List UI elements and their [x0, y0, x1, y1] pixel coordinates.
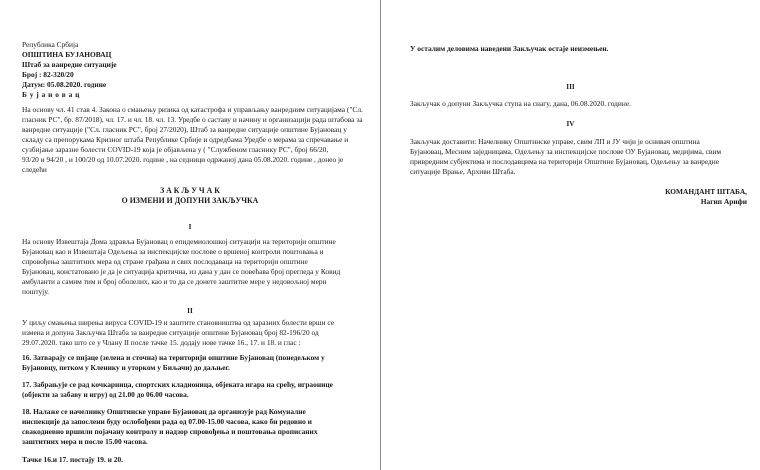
renumber-note: Тачке 16.и 17. постају 19. и 20. [22, 455, 124, 464]
delivery-line: ситуације Врање, Архиви Штаба. [410, 167, 516, 176]
header-municipality: ОПШТИНА БУЈАНОВАЦ [22, 50, 112, 59]
document-subtitle: О ИЗМЕНИ И ДОПУНИ ЗАКЉУЧКА [121, 196, 259, 205]
preamble-line: 93/20 и 94/20 , и 100/20 од 10.07.2020. године , на седници одржаној дана 05.08.2020. године , донео је [22, 155, 344, 164]
document-page-right [381, 0, 760, 470]
section-1-line: амбуланти а самим тим и број оболелих, као и то да се донете заштитне мере у недовољној мери [22, 277, 327, 286]
item-17-line: 17. Забрањује се рад кочкарница, спортских кладионица, објеката игара на срећу, играонице [22, 380, 333, 389]
item-16-line: 16. Затварају се пијаце (зелена и сточна) на територији општине Бујановац (понедељком у [22, 353, 325, 362]
item-17-line: (објекти за забаву и игру) од 21.00 до 06.00 часова. [22, 390, 189, 399]
delivery-line: привредним субјектима и послодавцима на територији Општине Бујановац, Одељењу за ванредне [410, 157, 720, 166]
item-18-line: свакодневно вршили појачану контролу и надзор спровођења и поштовања прописаних [22, 427, 318, 436]
commander-title: КОМАНДАНТ ШТАБА, [665, 187, 747, 196]
section-1-line: На основу Извештаја Дома здравља Бујановац о епидемиолошкој ситуацији на територији општине [22, 237, 336, 246]
header-republic: Република Србија [22, 40, 79, 49]
section-1-line: спровођења заштитних мера од стране грађана и свих послодаваца на територији општине [22, 257, 308, 266]
header-date: Датум: 05.08.2020. године [22, 80, 107, 89]
preamble-line: следећи [22, 165, 47, 174]
item-18-line: заштитних мера и после 15.00 часова. [22, 437, 148, 446]
item-18-line: 18. Налаже се начелнику Општинске управе Бујановац да организује рад Комуналне [22, 407, 306, 416]
header-number: Број : 82-320/20 [22, 70, 74, 79]
section-2-numeral: II [187, 307, 193, 315]
preamble-line: ванредне ситуације ("Сл. гласник РС", број 27/2020), Штаб за ванредне ситуације општине Бујановац у [22, 125, 347, 134]
section-2-line: измена и допуна Закључка Штаба за ванредне ситуације општине Бујановац број 82-196/20 од [22, 328, 319, 337]
section-2-line: У циљу смањења ширења вируса COVID-19 и заштите становништва од заразних болести врши се [22, 318, 335, 327]
delivery-line: Закључак доставити: Начелнику Општинске управе, свим ЛП и ЈУ чији је оснивач општина [410, 137, 700, 146]
section-3-text: Закључак о допуни Закључка ступа на снагу, дана, 06.08.2020. године. [410, 99, 631, 108]
section-1-line: Бујановац, констатовано је да је ситуација критична, из дана у дан се повећава број прегледа у Ковид [22, 267, 341, 276]
item-16-line: Бујановцу, петком у Кленику и уторком у Биљачи) до даљњег. [22, 363, 230, 372]
document-title: З А К Љ У Ч А К [160, 186, 220, 195]
section-3-numeral: III [566, 83, 575, 91]
section-1-numeral: I [188, 223, 192, 231]
preamble-line: На основу чл. 41 став 4. Закона о смањењу ризика од катастрофа и управљању ванредним ситуацијама ("Сл. [22, 105, 363, 114]
remain-unchanged: У осталим деловима наведени Закључак остаје неизмењен. [410, 44, 609, 53]
header-city: Б у ј а н о в а ц [22, 90, 80, 99]
section-1-line: Бујановац као и Извештаја Одељења за инспекцијске послове о вршеној контроли поштовања и [22, 247, 324, 256]
commander-name: Нагип Арифи [700, 197, 747, 206]
delivery-line: Бујановац, Месним заједницама, Одељењу за инспекцијске послове ОУ Бујановац, медијима, свим [410, 147, 722, 156]
section-4-numeral: IV [566, 120, 575, 128]
header-staff: Штаб за ванредне ситуације [22, 60, 117, 69]
section-2-line: 29.07.2020. тако што се у Члану II после тачке 15. додају нове тачке 16., 17. и 18. и глас : [22, 338, 301, 347]
item-18-line: инспекције да запослени буду ослобођени рада од 07.00-15.00 часова, како би редовно и [22, 417, 312, 426]
preamble-line: складу са препорукама Кризног штаба Републике Србије и одредбама Уредбе о мерама за спречавање и [22, 135, 349, 144]
section-1-line: поштују. [22, 287, 50, 296]
preamble-line: гласник РС", бр. 87/2018), чл. 17. и чл. 18. чл. 13. Уредбе о саставу и начину и организацији рада штабова за [22, 115, 363, 124]
preamble-line: сузбијање заразне болести COVID-19 која је објављена у ( "Службеном гласнику РС", број 66/20, [22, 145, 329, 154]
